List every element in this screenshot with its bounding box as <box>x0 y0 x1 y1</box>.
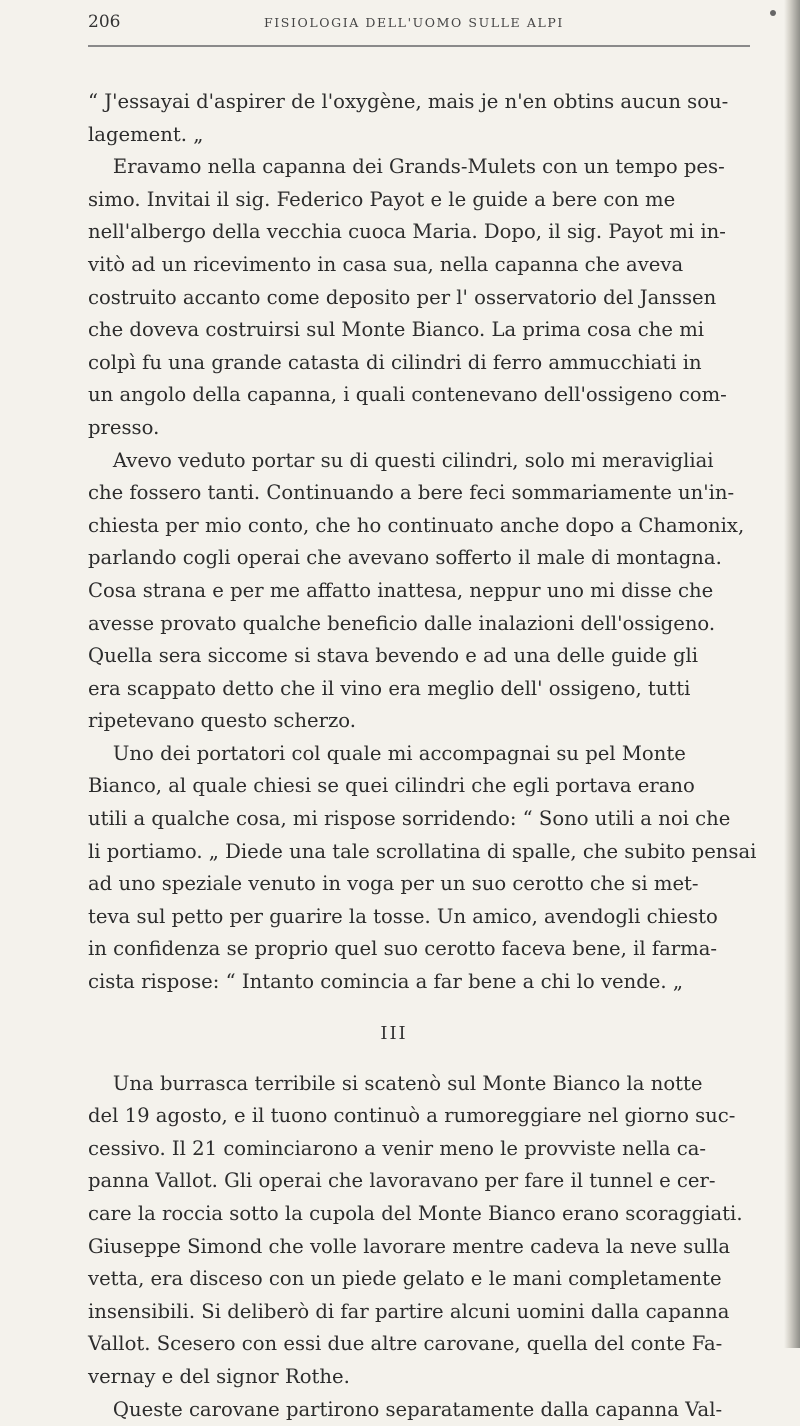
text-line: Bianco, al quale chiesi se quei cilindri che egli portava erano <box>88 774 695 798</box>
text-line: lagement. „ <box>88 122 204 146</box>
text-line: insensibili. Si deliberò di far partire alcuni uomini dalla capanna <box>88 1299 730 1323</box>
text-line: Una burrasca terribile si scatenò sul Monte Bianco la notte <box>88 1071 703 1095</box>
text-line: Giuseppe Simond che volle lavorare mentre cadeva la neve sulla <box>88 1234 731 1258</box>
text-line: costruito accanto come deposito per l' osservatorio del Janssen <box>88 285 717 309</box>
text-line: simo. Invitai il sig. Federico Payot e le guide a bere con me <box>88 187 676 211</box>
text-line: Vallot. Scesero con essi due altre carovane, quella del conte Fa- <box>88 1332 723 1356</box>
text-line: Quella sera siccome si stava bevendo e ad una delle guide gli <box>88 644 699 668</box>
text-line: vitò ad un ricevimento in casa sua, nella capanna che aveva <box>88 252 684 276</box>
text-line: ripetevano questo scherzo. <box>88 709 356 733</box>
text-line: chiesta per mio conto, che ho continuato anche dopo a Chamonix, <box>88 513 745 537</box>
ink-dot <box>770 10 776 16</box>
text-line: vernay e del signor Rothe. <box>88 1364 350 1388</box>
text-line: Avevo veduto portar su di questi cilindri, solo mi meravigliai <box>88 448 714 472</box>
text-line: parlando cogli operai che avevano sofferto il male di montagna. <box>88 546 722 570</box>
text-line: un angolo della capanna, i quali contenevano dell'ossigeno com- <box>88 383 727 407</box>
text-line: vetta, era disceso con un piede gelato e le mani completamente <box>88 1267 722 1291</box>
text-block-part1 <box>88 86 760 999</box>
text-line: del 19 agosto, e il tuono continuò a rumoreggiare nel giorno suc- <box>88 1104 736 1128</box>
text-line: che doveva costruirsi sul Monte Bianco. La prima cosa che mi <box>88 318 705 342</box>
header-rule <box>88 45 750 47</box>
text-line: colpì fu una grande catasta di cilindri di ferro ammucchiati in <box>88 350 702 374</box>
text-line: teva sul petto per guarire la tosse. Un amico, avendogli chiesto <box>88 904 718 928</box>
section-heading: III <box>380 1022 408 1044</box>
text-line: Eravamo nella capanna dei Grands-Mulets con un tempo pes- <box>88 155 725 179</box>
text-line: care la roccia sotto la cupola del Monte Bianco erano scoraggiati. <box>88 1202 743 1225</box>
text-line: Cosa strana e per me affatto inattesa, neppur uno mi disse che <box>88 578 714 602</box>
text-line: avesse provato qualche beneficio dalle inalazioni dell'ossigeno. <box>88 611 716 635</box>
text-line: “ J'essayai d'aspirer de l'oxygène, mais je n'en obtins aucun sou- <box>88 90 729 113</box>
text-line: panna Vallot. Gli operai che lavoravano per fare il tunnel e cer- <box>88 1169 716 1193</box>
text-block-part2 <box>88 1068 760 1426</box>
text-line: cista rispose: “ Intanto comincia a far bene a chi lo vende. „ <box>88 970 683 994</box>
text-line: Uno dei portatori col quale mi accompagnai su pel Monte <box>88 741 686 765</box>
text-line: utili a qualche cosa, mi rispose sorridendo: “ Sono utili a noi che <box>88 807 731 831</box>
text-line: li portiamo. „ Diede una tale scrollatina di spalle, che subito pensai <box>88 839 757 863</box>
text-line: ad uno speziale venuto in voga per un suo cerotto che si met- <box>88 872 699 896</box>
page-header <box>88 10 750 32</box>
text-line: era scappato detto che il vino era meglio dell' ossigeno, tutti <box>88 676 691 700</box>
text-line: in confidenza se proprio quel suo cerotto faceva bene, il farma- <box>88 937 718 961</box>
text-line: presso. <box>88 415 160 439</box>
page-body <box>88 86 760 1426</box>
page-edge-shadow <box>784 0 800 1348</box>
page-number: 206 <box>88 12 121 32</box>
text-line: nell'albergo della vecchia cuoca Maria. Dopo, il sig. Payot mi in- <box>88 220 726 244</box>
text-line: che fossero tanti. Continuando a bere feci sommariamente un'in- <box>88 481 735 505</box>
text-line: cessivo. Il 21 cominciarono a venir meno le provviste nella ca- <box>88 1136 707 1160</box>
text-line: Queste carovane partirono separatamente dalla capanna Val- <box>88 1397 723 1421</box>
running-title: FISIOLOGIA DELL'UOMO SULLE ALPI <box>264 15 564 30</box>
